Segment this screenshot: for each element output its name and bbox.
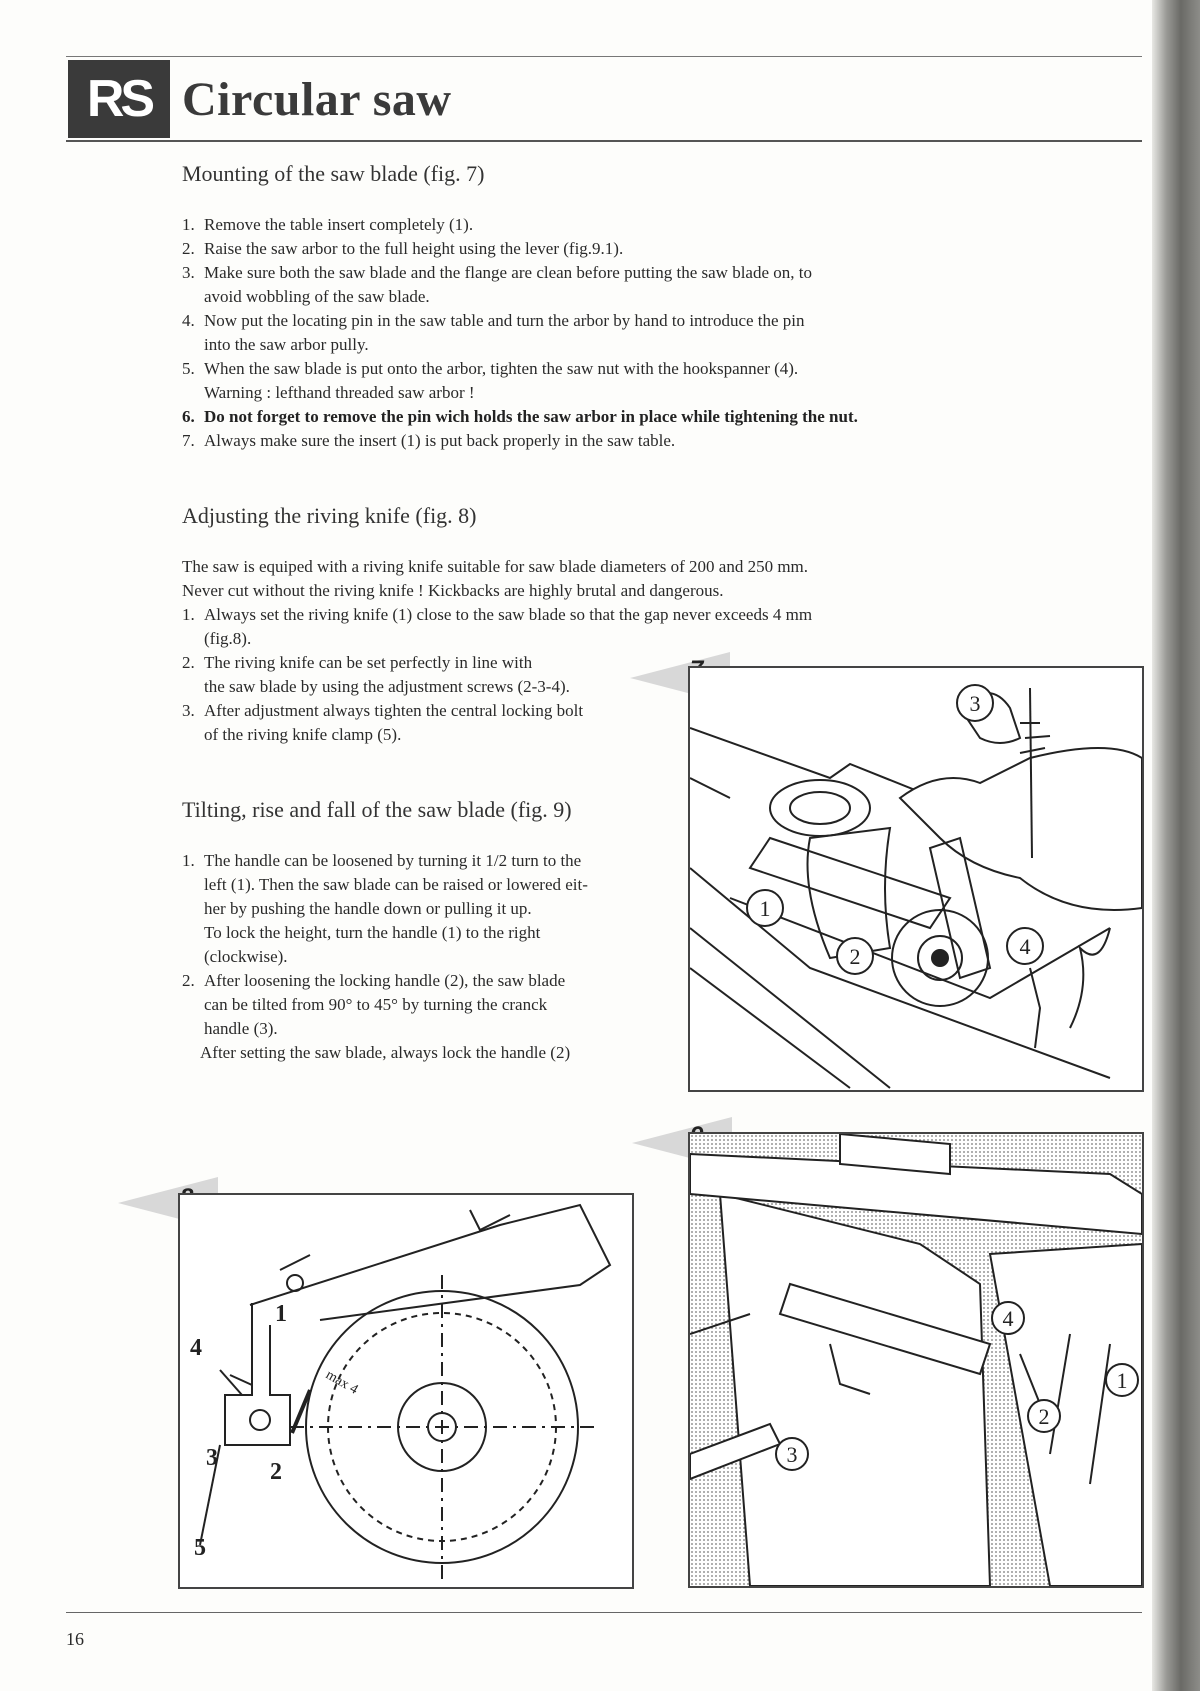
list-item: 2. After loosening the locking handle (2), the saw blade can be tilted from 90° to 45° by turning the cranck handle (3). After setting the saw blade, always lock the handle (2) — [182, 971, 571, 1062]
page-title: Circular saw — [182, 73, 452, 126]
list-item: 2. The riving knife can be set perfectly in line with the saw blade by using the adjustment screws (2-3-4). — [182, 653, 570, 696]
riving-section-title: Adjusting the riving knife (fig. 8) — [182, 503, 477, 528]
logo-text: RS — [86, 70, 152, 128]
header-rule-top — [66, 56, 1142, 57]
list-item: 5. When the saw blade is put onto the arbor, tighten the saw nut with the hookspanner (4). Warning : lefthand threaded saw arbor ! — [182, 359, 799, 402]
brand-logo — [68, 60, 170, 138]
fig7-callout: 3 — [969, 691, 981, 716]
fig8-callout: 3 — [206, 1445, 218, 1471]
fig9-callout: 3 — [786, 1442, 798, 1467]
fig9-callout: 1 — [1116, 1368, 1128, 1393]
figure-9 — [688, 1132, 1144, 1588]
list-item: 1. Always set the riving knife (1) close to the saw blade so that the gap never exceeds 4 mm (fig.8). — [182, 605, 813, 648]
mounting-steps — [182, 213, 982, 453]
fig7-illustration — [690, 668, 1142, 1090]
list-item: 6. Do not forget to remove the pin wich holds the saw arbor in place while tightening the nut. — [182, 407, 858, 426]
list-item: 1. Remove the table insert completely (1). — [182, 215, 474, 234]
list-item: 4. Now put the locating pin in the saw table and turn the arbor by hand to introduce the pin into the saw arbor pully. — [182, 311, 805, 354]
riving-intro: The saw is equiped with a riving knife suitable for saw blade diameters of 200 and 250 mm. Never cut without the riving knife ! Kickbacks are highly brutal and dangerous. — [182, 557, 809, 600]
tilting-section-title: Tilting, rise and fall of the saw blade (fig. 9) — [182, 797, 572, 822]
page-edge-shadow — [1152, 0, 1200, 1691]
fig8-callout: 4 — [190, 1335, 202, 1361]
fig7-callout: 2 — [849, 944, 861, 969]
fig8-gap-annotation: max 4 — [323, 1367, 361, 1398]
list-item: 3. Make sure both the saw blade and the flange are clean before putting the saw blade on, to avoid wobbling of the saw blade. — [182, 263, 812, 306]
list-item: 7. Always make sure the insert (1) is put back properly in the saw table. — [182, 431, 676, 450]
footer-rule — [66, 1612, 1142, 1613]
figure-7 — [688, 666, 1144, 1092]
fig8-callout: 2 — [270, 1459, 282, 1485]
list-item: 2. Raise the saw arbor to the full height using the lever (fig.9.1). — [182, 239, 624, 258]
page-number: 16 — [66, 1629, 84, 1649]
list-item: 3. After adjustment always tighten the central locking bolt of the riving knife clamp (5). — [182, 701, 584, 744]
fig8-illustration — [180, 1195, 632, 1587]
fig7-callout: 1 — [759, 896, 771, 921]
figure-8 — [178, 1193, 634, 1589]
fig9-callout: 4 — [1002, 1306, 1014, 1331]
fig9-callout: 2 — [1038, 1404, 1050, 1429]
fig8-callout: 5 — [194, 1535, 206, 1561]
list-item: 1. The handle can be loosened by turning it 1/2 turn to the left (1). Then the saw blade can be raised or lowered eit- her by pushing the handle down or pulling it up. To lock the height, turn the handle (1) to the right (clockwise). — [182, 851, 588, 966]
tilting-steps — [182, 849, 672, 1065]
header-rule-bottom — [66, 140, 1142, 142]
fig9-illustration — [690, 1134, 1142, 1586]
fig7-callout: 4 — [1019, 934, 1031, 959]
fig8-callout: 1 — [275, 1301, 287, 1327]
mounting-section-title: Mounting of the saw blade (fig. 7) — [182, 161, 485, 186]
